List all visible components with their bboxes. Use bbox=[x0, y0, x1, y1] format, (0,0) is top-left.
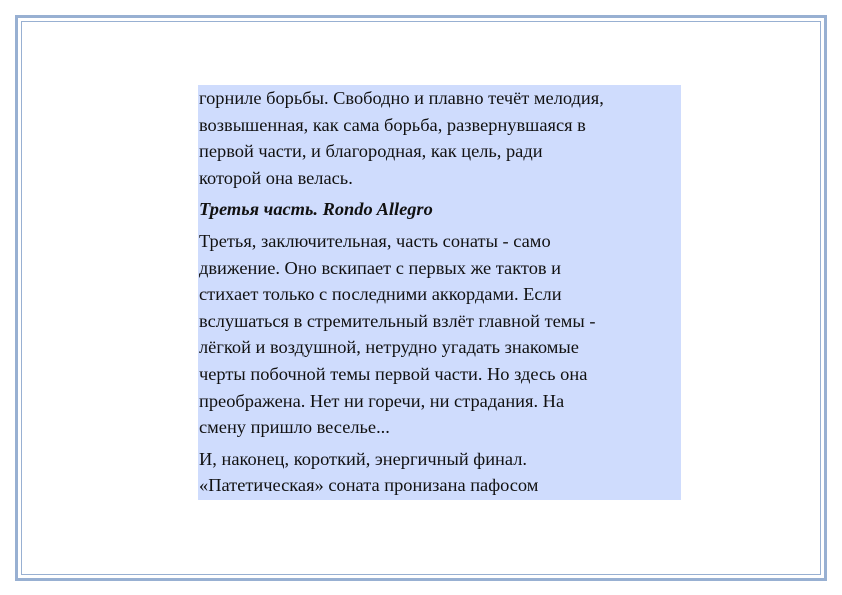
section-heading-text: Третья часть. Rondo Allegro bbox=[199, 199, 433, 220]
paragraph-3 bbox=[199, 446, 681, 499]
paragraph-2-line: Третья, заключительная, часть сонаты - само bbox=[199, 230, 551, 251]
paragraph-2-line: лёгкой и воздушной, нетрудно угадать знакомые bbox=[199, 337, 579, 358]
paragraph-2-line: смену пришло веселье... bbox=[199, 417, 390, 438]
paragraph-2-line: стихает только с последними аккордами. Если bbox=[199, 284, 562, 305]
paragraph-2 bbox=[199, 228, 681, 441]
section-heading bbox=[199, 196, 681, 223]
paragraph-2-line: вслушаться в стремительный взлёт главной темы - bbox=[199, 310, 596, 331]
paragraph-1-line: возвышенная, как сама борьба, развернувшаяся в bbox=[199, 114, 586, 135]
paragraph-2-line: черты побочной темы первой части. Но здесь она bbox=[199, 363, 588, 384]
paragraph-1-line: первой части, и благородная, как цель, ради bbox=[199, 141, 543, 162]
paragraph-1-line: которой она велась. bbox=[199, 167, 353, 188]
paragraph-3-line: «Патетическая» соната пронизана пафосом bbox=[199, 475, 539, 496]
paragraph-2-line: движение. Оно вскипает с первых же тактов и bbox=[199, 257, 562, 278]
paragraph-1-line: горниле борьбы. Свободно и плавно течёт мелодия, bbox=[199, 88, 604, 108]
paragraph-2-line: преображена. Нет ни горечи, ни страдания. На bbox=[199, 390, 565, 411]
text-box bbox=[198, 85, 681, 500]
paragraph-3-line: И, наконец, короткий, энергичный финал. bbox=[199, 448, 527, 469]
paragraph-1 bbox=[199, 85, 681, 191]
